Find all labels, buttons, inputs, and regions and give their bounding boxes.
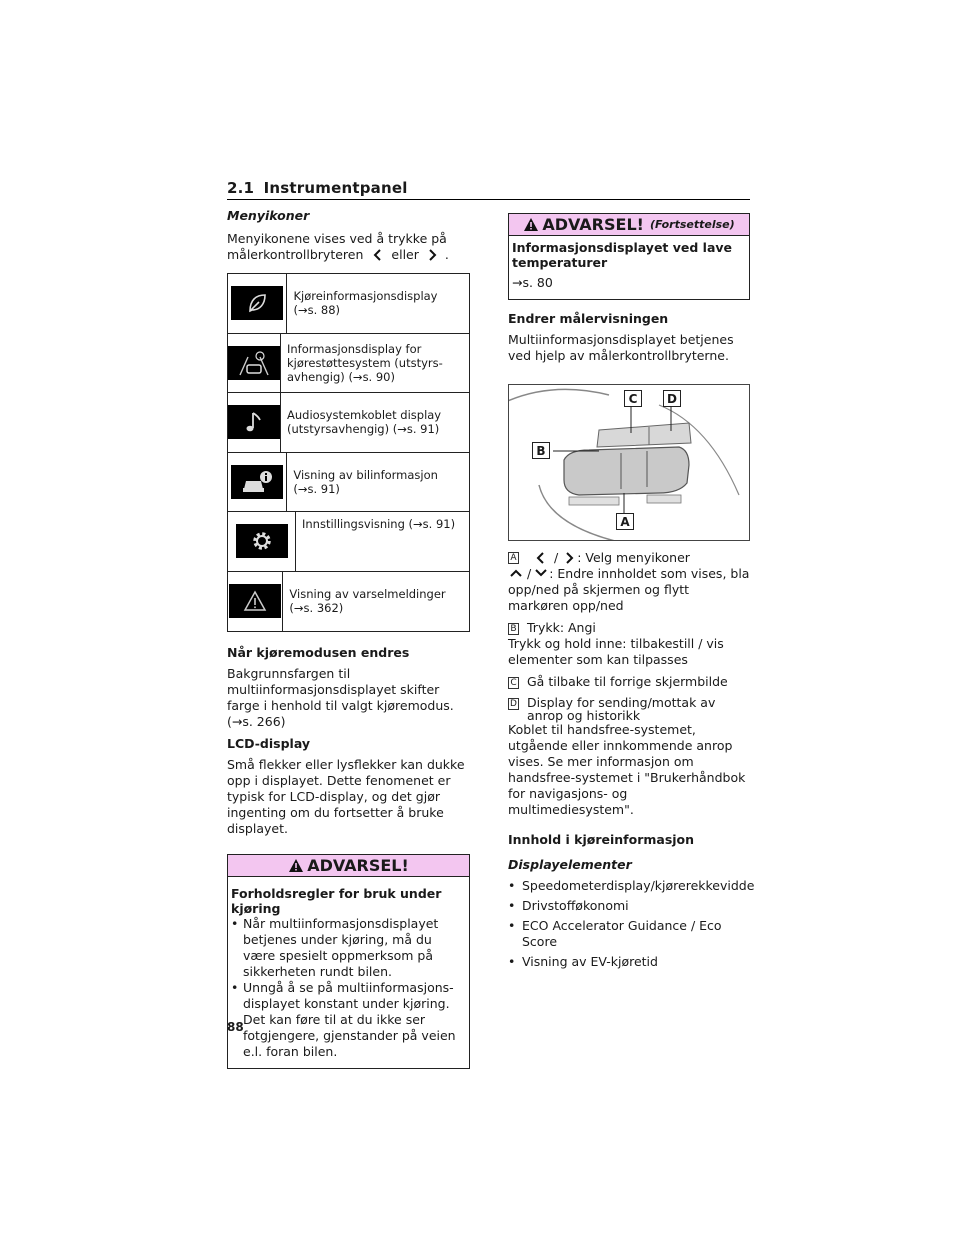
icon-description: Informasjonsdisplay for kjørestøttesystem (utstyrs-avhengig) (→s. 90) (287, 341, 443, 384)
icon-description: Visning av varselmeldinger (→s. 362) (289, 587, 446, 616)
drive-mode-text: Bakgrunnsfargen til multiinformasjonsdisplayet skifter farge i henhold til valgt kjøremodus. (→s. 266) (227, 666, 454, 729)
gear-icon (236, 524, 288, 558)
list-item: • Speedometerdisplay/kjørerekkevidde (508, 878, 755, 893)
table-row (228, 334, 469, 394)
list-item: • Visning av EV-kjøretid (508, 954, 658, 969)
warning-triangle-icon (229, 584, 281, 618)
section-number: 2.1 (227, 179, 255, 197)
chevron-down-icon (535, 568, 547, 578)
item-b: B Trykk: Angi (508, 620, 750, 636)
label-d-badge: D (508, 698, 519, 710)
driving-assist-icon (228, 346, 280, 380)
chevron-right-icon (425, 248, 439, 262)
chevron-right-icon (563, 552, 575, 564)
item-c: C Gå tilbake til forrige skjermbilde (508, 674, 750, 690)
table-row (228, 572, 469, 632)
chevron-left-icon (371, 248, 385, 262)
list-item: • Når multiinformasjonsdisplayet betjenes under kjøring, må du være spesielt oppmerksom på sikkerheten rundt bilen. (231, 916, 439, 979)
warning-reference: →s. 80 (512, 275, 553, 290)
change-text: Multiinformasjonsdisplayet betjenes ved hjelp av målerkontrollbryterne. (508, 332, 734, 363)
warning-triangle-icon (523, 217, 539, 232)
car-info-icon (231, 465, 283, 499)
warning-title: ADVARSEL! (307, 856, 409, 875)
diagram-label-c: C (624, 390, 642, 407)
table-row (228, 512, 469, 572)
warning-subheading: Informasjonsdisplayet ved lave temperaturer (512, 240, 733, 270)
page-number: 88 (227, 1020, 244, 1034)
warning-triangle-icon (288, 858, 304, 873)
label-a-badge: A (508, 552, 519, 564)
label-b-badge: B (508, 623, 519, 635)
icon-description: Audiosystemkoblet display (utstyrsavhengig) (→s. 91) (287, 408, 442, 437)
warning-continued: (Fortsettelse) (649, 218, 735, 231)
diagram-label-a: A (616, 513, 634, 530)
drive-mode-heading: Når kjøremodusen endres (227, 645, 410, 660)
item-d: D Display for sending/mottak av anrop og historikk (508, 696, 750, 722)
chevron-left-icon (535, 552, 547, 564)
icon-description: Innstillingsvisning (→s. 91) (302, 517, 456, 531)
section-header (227, 179, 408, 197)
item-b-hold: Trykk og hold inne: tilbakestill / vis elementer som kan tilpasses (508, 636, 724, 667)
menu-intro: Menyikonene vises ved å trykke på målerkontrollbryteren eller . (227, 231, 449, 262)
list-item: • Unngå å se på multiinformasjons-displayet konstant under kjøring. Det kan føre til at du ikke ser fotgjengere, gjenstander på veien e.l. foran bilen. (231, 980, 456, 1059)
elements-list (508, 878, 755, 970)
right-column (508, 213, 755, 970)
item-a: A / : Velg menyikoner (508, 550, 750, 566)
list-item: • Drivstofføkonomi (508, 898, 629, 913)
content-heading: Innhold i kjøreinformasjon (508, 832, 695, 847)
leaf-icon (231, 286, 283, 320)
icon-description: Visning av bilinformasjon (→s. 91) (293, 467, 438, 496)
warning-bar (228, 855, 469, 877)
lcd-heading: LCD-display (227, 736, 311, 751)
menu-heading: Menyikoner (227, 208, 310, 223)
diagram-label-d: D (663, 390, 681, 407)
warning-continued-box (508, 213, 750, 300)
icon-description: Kjøreinformasjonsdisplay (→s. 88) (293, 289, 438, 318)
warning-box (227, 854, 470, 1069)
lcd-text: Små flekker eller lysflekker kan dukke opp i displayet. Dette fenomenet er typisk for LCD-display, og det gjør ingenting om du fortsetter å bruke displayet. (227, 757, 465, 836)
warning-subheading: Forholdsregler for bruk under kjøring (231, 886, 442, 916)
change-heading: Endrer målervisningen (508, 311, 669, 326)
item-a-updown: / : Endre innholdet som vises, bla opp/ned på skjermen og flytt markøren opp/ned (508, 566, 750, 613)
section-title: Instrumentpanel (263, 179, 408, 197)
table-row (228, 393, 469, 453)
table-row (228, 453, 469, 513)
label-c-badge: C (508, 677, 519, 689)
warning-title: ADVARSEL! (542, 215, 644, 234)
menu-icon-table (227, 273, 470, 632)
diagram-label-b: B (532, 442, 550, 459)
elements-heading: Displayelementer (508, 857, 632, 872)
music-note-icon (228, 405, 280, 439)
list-item: • ECO Accelerator Guidance / Eco Score (508, 918, 722, 949)
chevron-up-icon (510, 568, 522, 578)
item-d-more: Koblet til handsfree-systemet, utgående eller innkommende anrop vises. Se mer informasjon om handsfree-systemet i "Brukerhåndbok for navigasjons- og multimediesystem". (508, 722, 746, 817)
warning-bar (509, 214, 749, 236)
steering-switch-diagram (508, 384, 750, 541)
left-column (227, 208, 470, 1069)
table-row (228, 274, 469, 334)
header-rule (227, 199, 750, 200)
